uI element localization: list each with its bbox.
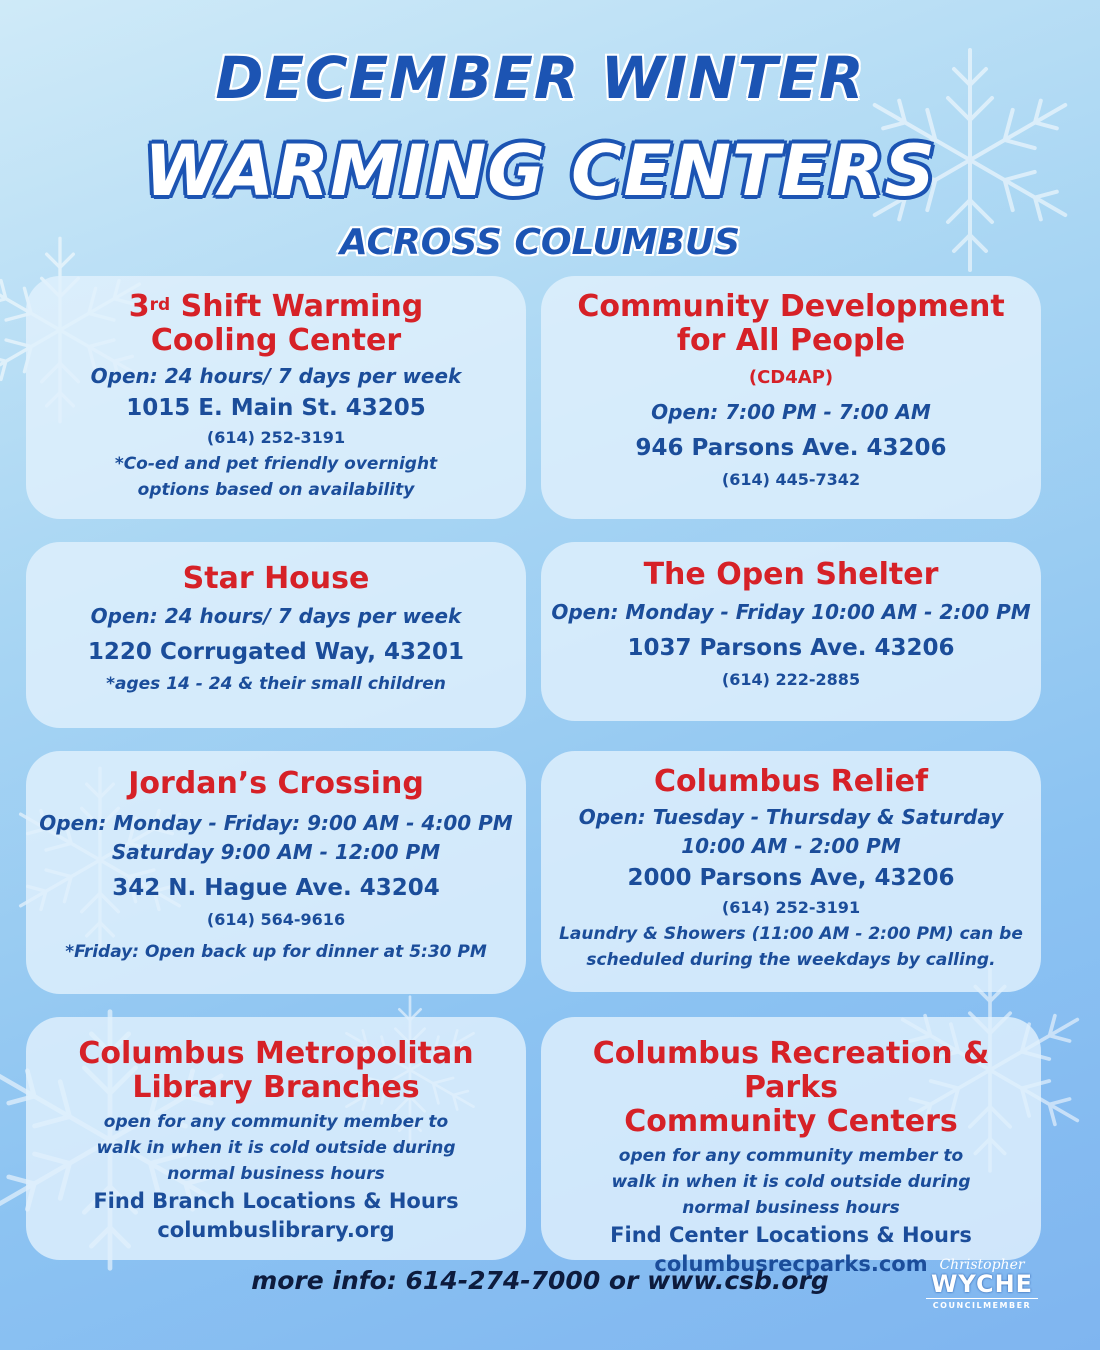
card-title: Star House — [182, 561, 370, 596]
hours-text: Open: Monday - Friday 10:00 AM - 2:00 PM — [551, 600, 1031, 624]
logo-title: COUNCILMEMBER — [926, 1298, 1038, 1310]
description-line-3: normal business hours — [167, 1164, 385, 1184]
phone-number: (614) 252-3191 — [721, 898, 861, 917]
description-line-1: open for any community member to — [618, 1146, 964, 1166]
address-text: 342 N. Hague Ave. 43204 — [112, 875, 440, 901]
title-line-1: Community Development — [577, 289, 1005, 324]
phone-number: (614) 445-7342 — [721, 470, 861, 489]
card-star-house — [26, 542, 526, 728]
logo-script: Christopher — [939, 1257, 1025, 1273]
title-line-2: Community Centers — [624, 1104, 958, 1139]
hours-line-2: 10:00 AM - 2:00 PM — [681, 834, 901, 858]
title-line-2: Library Branches — [132, 1070, 420, 1105]
note-text: *Friday: Open back up for dinner at 5:30 PM — [65, 942, 487, 962]
address-text: 1220 Corrugated Way, 43201 — [87, 639, 465, 665]
hours-text: Open: 24 hours/ 7 days per week — [90, 364, 462, 388]
card-library — [26, 1017, 526, 1260]
footer-contact: more info: 614-274-7000 or www.csb.org — [251, 1266, 829, 1295]
card-title — [541, 290, 1041, 358]
title-line-2: WARMING CENTERS — [144, 130, 936, 212]
card-third-shift — [26, 276, 526, 519]
card-columbus-relief — [541, 751, 1041, 992]
note-line-2: options based on availability — [137, 480, 415, 500]
title-superscript: rd — [149, 295, 171, 315]
title-line-1: Columbus Recreation & Parks — [592, 1036, 990, 1105]
card-title: Jordan’s Crossing — [128, 766, 424, 801]
address-text: 946 Parsons Ave. 43206 — [635, 435, 947, 461]
title-subtitle: ACROSS COLUMBUS — [339, 222, 741, 263]
card-title — [541, 1037, 1041, 1139]
card-cd4ap — [541, 276, 1041, 519]
hours-line-1: Open: Monday - Friday: 9:00 AM - 4:00 PM — [39, 811, 513, 835]
title-line-1: DECEMBER WINTER — [215, 44, 865, 112]
title-line-2: Cooling Center — [150, 323, 402, 358]
website-link[interactable]: columbusrecparks.com — [654, 1252, 928, 1276]
website-link[interactable]: columbuslibrary.org — [157, 1218, 395, 1242]
hours-line-1: Open: Tuesday - Thursday & Saturday — [578, 805, 1004, 829]
card-title: The Open Shelter — [643, 557, 939, 592]
card-title: Columbus Relief — [653, 764, 929, 799]
hours-text: Open: 24 hours/ 7 days per week — [90, 604, 462, 628]
locations-link-label[interactable]: Find Center Locations & Hours — [610, 1223, 972, 1247]
abbreviation: (CD4AP) — [748, 367, 834, 388]
phone-number: (614) 222-2885 — [721, 670, 861, 689]
address-text: 1037 Parsons Ave. 43206 — [627, 635, 955, 661]
title-prefix: 3 — [128, 289, 150, 324]
note-line-2: scheduled during the weekdays by calling. — [586, 950, 996, 970]
logo-name: WYCHE — [930, 1270, 1034, 1298]
card-open-shelter — [541, 542, 1041, 721]
hours-line-2: Saturday 9:00 AM - 12:00 PM — [111, 840, 441, 864]
note-text: *ages 14 - 24 & their small children — [106, 674, 446, 694]
card-jordans-crossing — [26, 751, 526, 994]
hours-text: Open: 7:00 PM - 7:00 AM — [651, 400, 931, 424]
title-rest: Shift Warming — [170, 289, 424, 324]
card-title — [26, 290, 526, 358]
councilmember-logo — [926, 1258, 1038, 1310]
title-line-2: for All People — [676, 323, 906, 358]
note-line-1: Laundry & Showers (11:00 AM - 2:00 PM) can be — [559, 924, 1023, 944]
description-line-1: open for any community member to — [103, 1112, 449, 1132]
phone-number: (614) 564-9616 — [206, 910, 346, 929]
description-line-2: walk in when it is cold outside during — [611, 1172, 971, 1192]
title-line-1: Columbus Metropolitan — [78, 1036, 474, 1071]
note-line-1: *Co-ed and pet friendly overnight — [114, 454, 438, 474]
locations-link-label[interactable]: Find Branch Locations & Hours — [93, 1189, 459, 1213]
description-line-3: normal business hours — [682, 1198, 900, 1218]
description-line-2: walk in when it is cold outside during — [96, 1138, 456, 1158]
card-title — [26, 1037, 526, 1105]
phone-number: (614) 252-3191 — [206, 428, 346, 447]
address-text: 1015 E. Main St. 43205 — [126, 395, 426, 421]
address-text: 2000 Parsons Ave, 43206 — [627, 865, 955, 891]
